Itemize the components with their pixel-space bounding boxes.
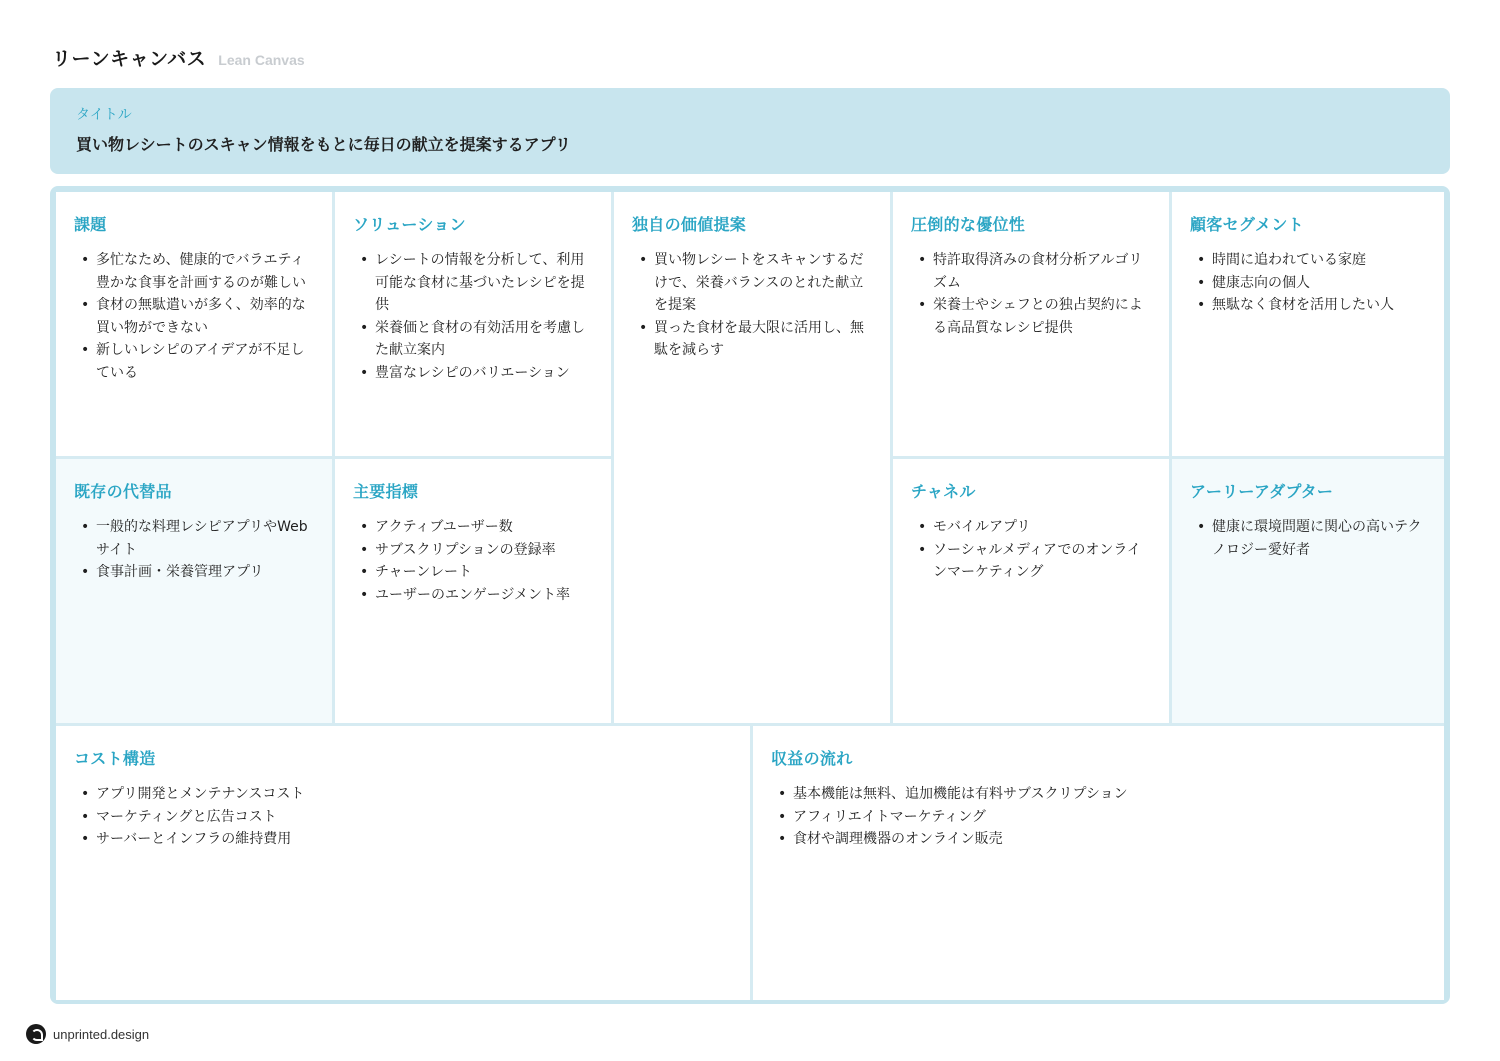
- section-heading: 圧倒的な優位性: [911, 215, 1026, 234]
- section-list: [1190, 249, 1426, 317]
- list-item: • 栄養価と食材の有効活用を考慮した献立案内: [375, 317, 593, 362]
- list-item: • アフィリエイトマーケティング: [793, 806, 1426, 829]
- title-label: タイトル: [76, 107, 132, 123]
- list-item: • ユーザーのエンゲージメント率: [375, 584, 593, 607]
- section-revenue: [753, 726, 1444, 1000]
- list-item: • 新しいレシピのアイデアが不足している: [96, 339, 314, 384]
- section-list: [74, 249, 314, 384]
- list-item: • サーバーとインフラの維持費用: [96, 828, 732, 851]
- title-band: [50, 88, 1450, 174]
- section-heading: コスト構造: [74, 749, 156, 768]
- section-advantage: [893, 192, 1169, 456]
- list-item: • 食事計画・栄養管理アプリ: [96, 561, 314, 584]
- section-heading: 既存の代替品: [74, 482, 172, 501]
- section-segments: [1172, 192, 1444, 456]
- section-heading: 課題: [74, 215, 107, 234]
- section-problem: [56, 192, 332, 456]
- footer: [26, 1024, 149, 1044]
- page-subtitle: Lean Canvas: [218, 52, 305, 68]
- list-item: • 食材や調理機器のオンライン販売: [793, 828, 1426, 851]
- section-cost: [56, 726, 750, 1000]
- list-item: • アクティブユーザー数: [375, 516, 593, 539]
- list-item: • 多忙なため、健康的でバラエティ豊かな食事を計画するのが難しい: [96, 249, 314, 294]
- section-early-adopters: [1172, 459, 1444, 723]
- list-item: • 豊富なレシピのバリエーション: [375, 362, 593, 385]
- section-uvp: [614, 192, 890, 723]
- list-item: • 健康志向の個人: [1212, 272, 1426, 295]
- section-alternatives: [56, 459, 332, 723]
- bottom-row: [56, 726, 1444, 1000]
- section-heading: チャネル: [911, 482, 976, 501]
- list-item: • 特許取得済みの食材分析アルゴリズム: [933, 249, 1151, 294]
- brand-logo-icon: [26, 1024, 46, 1044]
- list-item: • アプリ開発とメンテナンスコスト: [96, 783, 732, 806]
- section-list: [74, 516, 314, 584]
- section-list: [353, 249, 593, 384]
- list-item: • 買い物レシートをスキャンするだけで、栄養バランスのとれた献立を提案: [654, 249, 872, 317]
- section-heading: 収益の流れ: [771, 749, 853, 768]
- page-title: リーンキャンバス: [52, 48, 207, 70]
- list-item: • サブスクリプションの登録率: [375, 539, 593, 562]
- brand-name: unprinted.design: [53, 1026, 150, 1042]
- list-item: • 一般的な料理レシピアプリやWebサイト: [96, 516, 314, 561]
- canvas-grid: [56, 192, 1444, 998]
- section-list: [74, 783, 732, 851]
- list-item: • 健康に環境問題に関心の高いテクノロジー愛好者: [1212, 516, 1426, 561]
- section-heading: 独自の価値提案: [632, 215, 747, 234]
- list-item: • 買った食材を最大限に活用し、無駄を減らす: [654, 317, 872, 362]
- title-value: 買い物レシートのスキャン情報をもとに毎日の献立を提案するアプリ: [76, 135, 571, 154]
- section-list: [353, 516, 593, 606]
- list-item: • 栄養士やシェフとの独占契約による高品質なレシピ提供: [933, 294, 1151, 339]
- lean-canvas: [50, 186, 1450, 1004]
- list-item: • マーケティングと広告コスト: [96, 806, 732, 829]
- list-item: • 無駄なく食材を活用したい人: [1212, 294, 1426, 317]
- section-list: [1190, 516, 1426, 561]
- list-item: • チャーンレート: [375, 561, 593, 584]
- list-item: • レシートの情報を分析して、利用可能な食材に基づいたレシピを提供: [375, 249, 593, 317]
- list-item: • 食材の無駄遣いが多く、効率的な買い物ができない: [96, 294, 314, 339]
- section-heading: 主要指標: [353, 482, 419, 501]
- section-list: [632, 249, 872, 362]
- section-heading: 顧客セグメント: [1190, 215, 1304, 234]
- section-metrics: [335, 459, 611, 723]
- section-heading: アーリーアダプター: [1190, 482, 1334, 501]
- section-list: [771, 783, 1426, 851]
- section-heading: ソリューション: [353, 215, 466, 234]
- section-solution: [335, 192, 611, 456]
- section-list: [911, 249, 1151, 339]
- section-channels: [893, 459, 1169, 723]
- list-item: • 時間に追われている家庭: [1212, 249, 1426, 272]
- list-item: • 基本機能は無料、追加機能は有料サブスクリプション: [793, 783, 1426, 806]
- list-item: • モバイルアプリ: [933, 516, 1151, 539]
- section-list: [911, 516, 1151, 584]
- list-item: • ソーシャルメディアでのオンラインマーケティング: [933, 539, 1151, 584]
- page-header: [52, 44, 305, 71]
